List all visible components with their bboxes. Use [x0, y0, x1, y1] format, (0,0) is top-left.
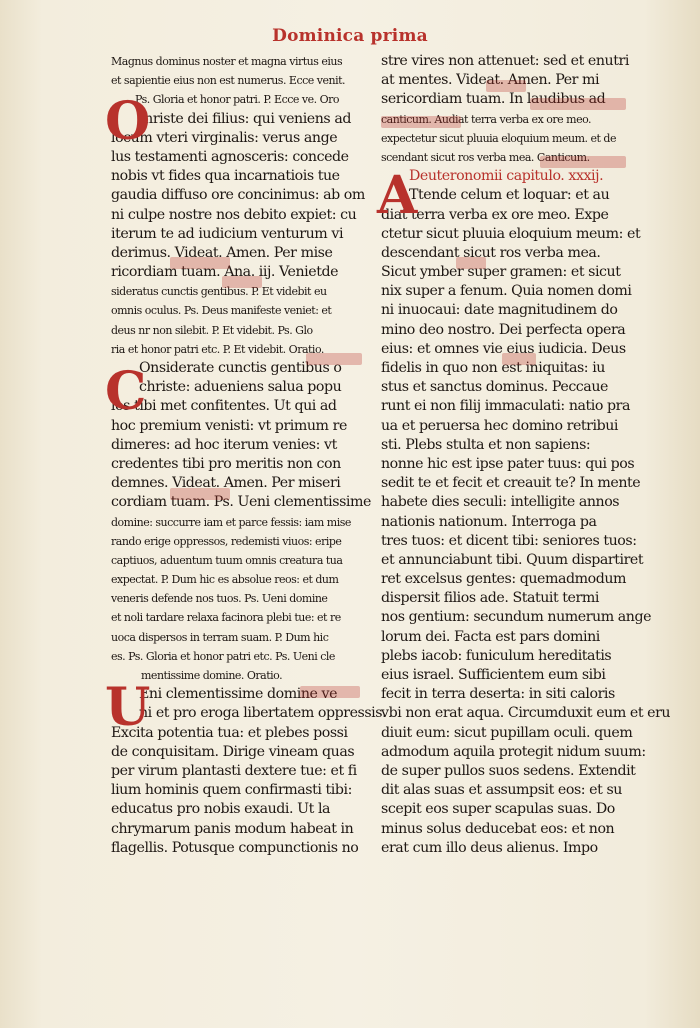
text-line: de super pullos suos sedens. Extendit — [381, 762, 636, 779]
text-line: hoc premium venisti: vt primum re — [111, 417, 347, 434]
text-line: Ihriste dei filius: qui veniens ad — [139, 110, 351, 127]
text-line: es. Ps. Gloria et honor patri etc. Ps. Ueni cle — [111, 649, 335, 663]
right-text-column — [377, 52, 671, 892]
text-line: plebs iacob: funiculum hereditatis — [381, 647, 612, 664]
text-line: Ps. Gloria et honor patri. P. Ecce ve. Oro — [135, 93, 340, 107]
text-line: de conquisitam. Dirige vineam quas — [111, 743, 355, 760]
text-line: et sapientie eius non est numerus. Ecce venit. — [111, 74, 346, 88]
text-line: stus et sanctus dominus. Peccaue — [381, 379, 608, 396]
text-line: nonne hic est ipse pater tuus: qui pos — [381, 455, 635, 472]
text-line: credentes tibi pro meritis non con — [111, 455, 341, 472]
text-line: scendant sicut ros verba mea. Canticum. — [381, 150, 590, 164]
text-line: domine: succurre iam et parce fessis: iam mise — [111, 515, 351, 529]
text-line: veneris defende nos tuos. Ps. Ueni domine — [111, 592, 328, 606]
text-line: gaudia diffuso ore concinimus: ab om — [111, 187, 365, 204]
text-line: sedit te et fecit et creauit te? In mente — [381, 475, 641, 492]
text-line: ret excelsus gentes: quemadmodum — [381, 571, 627, 588]
text-line: Excita potentia tua: et plebes possi — [111, 724, 348, 741]
text-line: ua et peruersa hec domino retribui — [381, 417, 618, 434]
text-line: fecit in terra deserta: in siti caloris — [381, 686, 615, 703]
text-line: ni culpe nostre nos debito expiet: cu — [111, 206, 357, 223]
initial-letter: U — [105, 677, 151, 738]
text-line: dit alas suas et assumpsit eos: et su — [381, 782, 622, 799]
text-line: runt ei non filij immaculati: natio pra — [381, 398, 630, 415]
text-line: demnes. Videat. Amen. Per miseri — [111, 475, 341, 492]
text-line: dimeres: ad hoc iterum venies: vt — [111, 436, 337, 453]
text-line: ria et honor patri etc. P. Et videbit. Oratio. — [111, 342, 324, 356]
text-line: sti. Plebs stulta et non sapiens: — [381, 436, 591, 453]
text-line: canticum. Audiat terra verba ex ore meo. — [381, 112, 592, 126]
text-line: Eni clementissime domine ve — [139, 686, 338, 703]
text-line: sideratus cunctis gentibus. P. Et videbit eu — [111, 285, 327, 299]
initial-letter: C — [105, 361, 147, 422]
text-line: captiuos, aduentum tuum omnis creatura tua — [111, 553, 343, 567]
text-line: eius israel. Sufficientem eum sibi — [381, 667, 606, 683]
text-line: nobis vt fides qua incarnatiois tue — [111, 168, 340, 185]
text-line: nationis nationum. Interroga pa — [381, 513, 597, 530]
text-line: dispersit filios ade. Statuit termi — [381, 590, 599, 607]
text-line: rando erige oppressos, redemisti viuos: eripe — [111, 534, 342, 548]
text-line: deus nr non silebit. P. Et videbit. Ps. Glo — [111, 323, 313, 337]
text-line: christe: adueniens salua popu — [139, 379, 342, 396]
text-line: per virum plantasti dextere tue: et fi — [111, 762, 357, 779]
text-line: chrymarum panis modum habeat in — [111, 820, 354, 837]
text-line: erat cum illo deus alienus. Impo — [381, 839, 598, 856]
text-line: omnis oculus. Ps. Deus manifeste veniet: et — [111, 304, 332, 318]
text-line: mino deo nostro. Dei perfecta opera — [381, 321, 626, 338]
text-line: sericordiam tuam. In laudibus ad — [381, 91, 606, 108]
text-line: educatus pro nobis exaudi. Ut la — [111, 801, 331, 818]
text-line: expectetur sicut pluuia eloquium meum. et de — [381, 131, 616, 145]
text-line: locum vteri virginalis: verus ange — [111, 129, 338, 146]
text-line: iterum te ad iudicium venturum vi — [111, 225, 344, 242]
initial-letter: A — [377, 165, 418, 226]
text-line: cordiam tuam. Ps. Ueni clementissime — [111, 494, 371, 511]
text-line: lus testamenti agnosceris: concede — [111, 148, 349, 165]
text-line: ni et pro eroga libertatem oppressis. — [139, 705, 387, 722]
text-line: flagellis. Potusque compunctionis no — [111, 839, 359, 856]
text-line: et noli tardare relaxa facinora plebi tue: et re — [111, 611, 341, 625]
text-line: expectat. P. Dum hic es absolue reos: et dum — [111, 573, 339, 587]
chapter-heading: Deuteronomii capitulo. xxxij. — [409, 168, 604, 185]
text-line: minus solus deducebat eos: et non — [381, 820, 615, 837]
text-line: lorum dei. Facta est pars domini — [381, 628, 600, 645]
text-line: lium hominis quem confirmasti tibi: — [111, 782, 352, 799]
text-line: ricordiam tuam. Ana. iij. Venietde — [111, 264, 339, 281]
initial-letter: O — [105, 91, 151, 152]
text-line: eius: et omnes vie eius iudicia. Deus — [381, 340, 626, 357]
text-line: at mentes. Videat. Amen. Per mi — [381, 72, 600, 89]
text-line: Magnus dominus noster et magna virtus eius — [111, 55, 343, 68]
text-line: Onsiderate cunctis gentibus o — [139, 360, 342, 376]
running-title: Dominica prima — [272, 26, 428, 46]
text-line: admodum aquila protegit nidum suum: — [381, 743, 646, 760]
text-line: stre vires non attenuet: sed et enutri — [381, 53, 629, 69]
left-text-column — [105, 52, 387, 892]
text-line: diat terra verba ex ore meo. Expe — [381, 206, 609, 223]
text-line: et annunciabunt tibi. Quum dispartiret — [381, 551, 644, 568]
text-line: los tibi met confitentes. Ut qui ad — [111, 398, 337, 415]
text-line: ctetur sicut pluuia eloquium meum: et — [381, 225, 641, 242]
text-line: tres tuos: et dicent tibi: seniores tuos: — [381, 532, 637, 549]
text-line: nos gentium: secundum numerum ange — [381, 609, 652, 626]
text-line: mentissime domine. Oratio. — [141, 669, 283, 682]
text-line: derimus. Videat. Amen. Per mise — [111, 244, 333, 261]
text-line: habete dies seculi: intelligite annos — [381, 494, 620, 511]
text-line: nix super a fenum. Quia nomen domi — [381, 283, 632, 300]
text-line: Sicut ymber super gramen: et sicut — [381, 264, 621, 281]
text-line: scepit eos super scapulas suas. Do — [381, 801, 615, 818]
text-line: ni inuocaui: date magnitudinem do — [381, 302, 618, 319]
text-line: fidelis in quo non est iniquitas: iu — [381, 360, 605, 376]
text-line: diuit eum: sicut pupillam oculi. quem — [381, 724, 633, 741]
text-line: vbi non erat aqua. Circumduxit eum et eru — [381, 705, 671, 722]
text-line: uoca dispersos in terram suam. P. Dum hic — [111, 630, 329, 644]
text-line: Ttende celum et loquar: et au — [409, 187, 610, 204]
text-line: descendant sicut ros verba mea. — [381, 244, 601, 261]
